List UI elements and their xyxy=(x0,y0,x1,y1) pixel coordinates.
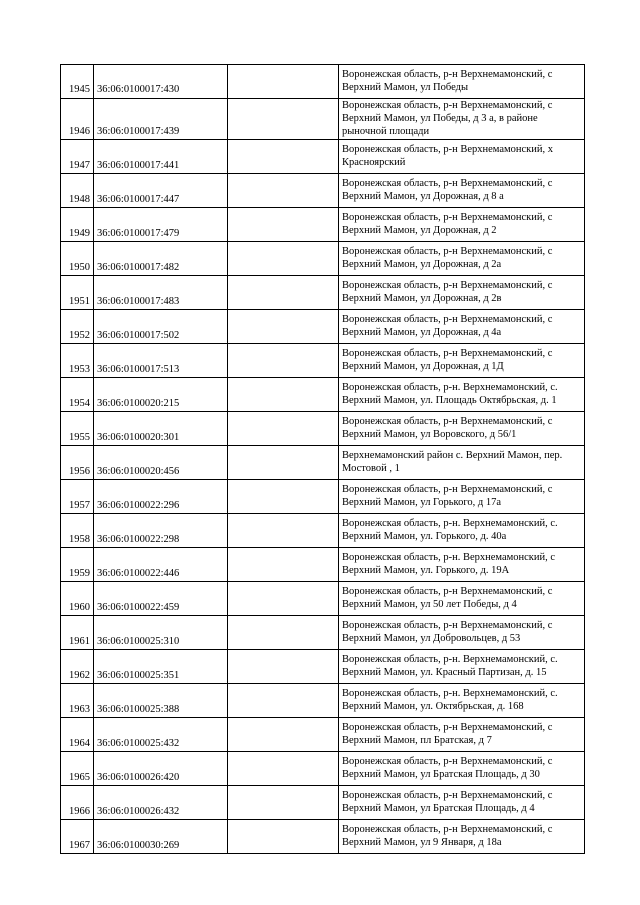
empty-cell xyxy=(228,140,339,174)
cadastral-number-cell: 36:06:0100026:432 xyxy=(94,786,228,820)
address-cell: Воронежская область, р-н Верхнемамонский, с Верхний Мамон, ул 50 лет Победы, д 4 xyxy=(339,582,585,616)
row-number-cell: 1947 xyxy=(61,140,94,174)
cadastral-number-cell: 36:06:0100026:420 xyxy=(94,752,228,786)
row-number-cell: 1949 xyxy=(61,208,94,242)
cadastral-number-cell: 36:06:0100030:269 xyxy=(94,820,228,854)
table-row xyxy=(61,650,585,684)
cadastral-number-cell: 36:06:0100020:301 xyxy=(94,412,228,446)
empty-cell xyxy=(228,412,339,446)
address-cell: Воронежская область, р-н Верхнемамонский, с Верхний Мамон, ул 9 Января, д 18а xyxy=(339,820,585,854)
cadastral-number-cell: 36:06:0100022:459 xyxy=(94,582,228,616)
cadastral-number-cell: 36:06:0100025:351 xyxy=(94,650,228,684)
row-number-cell: 1953 xyxy=(61,344,94,378)
row-number-cell: 1965 xyxy=(61,752,94,786)
table-row xyxy=(61,548,585,582)
row-number-cell: 1952 xyxy=(61,310,94,344)
empty-cell xyxy=(228,276,339,310)
address-cell: Воронежская область, р-н. Верхнемамонский, с. Верхний Мамон, ул. Октябрьская, д. 168 xyxy=(339,684,585,718)
address-cell: Воронежская область, р-н. Верхнемамонский, с. Верхний Мамон, ул. Горького, д. 40а xyxy=(339,514,585,548)
address-cell: Воронежская область, р-н Верхнемамонский, с Верхний Мамон, ул Дорожная, д 2в xyxy=(339,276,585,310)
table-row xyxy=(61,752,585,786)
cadastral-number-cell: 36:06:0100022:446 xyxy=(94,548,228,582)
cadastral-number-cell: 36:06:0100025:310 xyxy=(94,616,228,650)
row-number-cell: 1957 xyxy=(61,480,94,514)
table-row xyxy=(61,514,585,548)
address-cell: Воронежская область, р-н Верхнемамонский, с Верхний Мамон, ул Дорожная, д 2 xyxy=(339,208,585,242)
empty-cell xyxy=(228,480,339,514)
table-row xyxy=(61,208,585,242)
row-number-cell: 1961 xyxy=(61,616,94,650)
table-row xyxy=(61,378,585,412)
empty-cell xyxy=(228,65,339,99)
row-number-cell: 1950 xyxy=(61,242,94,276)
table-row xyxy=(61,99,585,140)
table-row xyxy=(61,412,585,446)
table-row xyxy=(61,242,585,276)
cadastral-table-body xyxy=(61,65,585,854)
table-row xyxy=(61,820,585,854)
row-number-cell: 1945 xyxy=(61,65,94,99)
empty-cell xyxy=(228,344,339,378)
empty-cell xyxy=(228,514,339,548)
cadastral-number-cell: 36:06:0100017:430 xyxy=(94,65,228,99)
empty-cell xyxy=(228,582,339,616)
cadastral-number-cell: 36:06:0100017:439 xyxy=(94,99,228,140)
cadastral-number-cell: 36:06:0100017:513 xyxy=(94,344,228,378)
address-cell: Воронежская область, р-н Верхнемамонский, с Верхний Мамон, ул Дорожная, д 2а xyxy=(339,242,585,276)
address-cell: Воронежская область, р-н Верхнемамонский, с Верхний Мамон, ул Братская Площадь, д 4 xyxy=(339,786,585,820)
table-row xyxy=(61,616,585,650)
cadastral-number-cell: 36:06:0100020:456 xyxy=(94,446,228,480)
row-number-cell: 1964 xyxy=(61,718,94,752)
address-cell: Воронежская область, р-н. Верхнемамонский, с. Верхний Мамон, ул. Красный Партизан, д. 15 xyxy=(339,650,585,684)
empty-cell xyxy=(228,310,339,344)
row-number-cell: 1962 xyxy=(61,650,94,684)
row-number-cell: 1948 xyxy=(61,174,94,208)
empty-cell xyxy=(228,548,339,582)
cadastral-number-cell: 36:06:0100017:502 xyxy=(94,310,228,344)
address-cell: Воронежская область, р-н Верхнемамонский, с Верхний Мамон, ул Победы xyxy=(339,65,585,99)
cadastral-number-cell: 36:06:0100020:215 xyxy=(94,378,228,412)
row-number-cell: 1954 xyxy=(61,378,94,412)
table-row xyxy=(61,446,585,480)
cadastral-number-cell: 36:06:0100025:432 xyxy=(94,718,228,752)
row-number-cell: 1963 xyxy=(61,684,94,718)
table-row xyxy=(61,684,585,718)
empty-cell xyxy=(228,99,339,140)
empty-cell xyxy=(228,786,339,820)
row-number-cell: 1951 xyxy=(61,276,94,310)
address-cell: Воронежская область, р-н Верхнемамонский, с Верхний Мамон, ул Дорожная, д 1Д xyxy=(339,344,585,378)
row-number-cell: 1955 xyxy=(61,412,94,446)
empty-cell xyxy=(228,616,339,650)
cadastral-table xyxy=(60,64,585,854)
empty-cell xyxy=(228,446,339,480)
empty-cell xyxy=(228,208,339,242)
address-cell: Воронежская область, р-н Верхнемамонский, с Верхний Мамон, ул Горького, д 17а xyxy=(339,480,585,514)
table-row xyxy=(61,480,585,514)
table-row xyxy=(61,718,585,752)
empty-cell xyxy=(228,684,339,718)
empty-cell xyxy=(228,174,339,208)
cadastral-number-cell: 36:06:0100017:441 xyxy=(94,140,228,174)
table-row xyxy=(61,276,585,310)
table-row xyxy=(61,65,585,99)
empty-cell xyxy=(228,752,339,786)
row-number-cell: 1966 xyxy=(61,786,94,820)
address-cell: Верхнемамонский район с. Верхний Мамон, пер. Мостовой , 1 xyxy=(339,446,585,480)
empty-cell xyxy=(228,650,339,684)
cadastral-number-cell: 36:06:0100017:482 xyxy=(94,242,228,276)
row-number-cell: 1946 xyxy=(61,99,94,140)
address-cell: Воронежская область, р-н. Верхнемамонский, с Верхний Мамон, ул. Горького, д. 19А xyxy=(339,548,585,582)
table-row xyxy=(61,310,585,344)
table-row xyxy=(61,582,585,616)
address-cell: Воронежская область, р-н Верхнемамонский, с Верхний Мамон, ул Дорожная, д 4а xyxy=(339,310,585,344)
row-number-cell: 1956 xyxy=(61,446,94,480)
cadastral-number-cell: 36:06:0100022:296 xyxy=(94,480,228,514)
address-cell: Воронежская область, р-н Верхнемамонский, с Верхний Мамон, ул Дорожная, д 8 а xyxy=(339,174,585,208)
empty-cell xyxy=(228,820,339,854)
table-row xyxy=(61,140,585,174)
table-row xyxy=(61,174,585,208)
cadastral-number-cell: 36:06:0100022:298 xyxy=(94,514,228,548)
empty-cell xyxy=(228,242,339,276)
empty-cell xyxy=(228,718,339,752)
address-cell: Воронежская область, р-н Верхнемамонский, с Верхний Мамон, ул Добровольцев, д 53 xyxy=(339,616,585,650)
cadastral-number-cell: 36:06:0100017:483 xyxy=(94,276,228,310)
cadastral-number-cell: 36:06:0100025:388 xyxy=(94,684,228,718)
address-cell: Воронежская область, р-н Верхнемамонский, с Верхний Мамон, ул Победы, д 3 а, в районе рыночной площади xyxy=(339,99,585,140)
row-number-cell: 1958 xyxy=(61,514,94,548)
address-cell: Воронежская область, р-н. Верхнемамонский, с. Верхний Мамон, ул. Площадь Октябрьская, д. 1 xyxy=(339,378,585,412)
row-number-cell: 1967 xyxy=(61,820,94,854)
row-number-cell: 1960 xyxy=(61,582,94,616)
table-row xyxy=(61,786,585,820)
cadastral-number-cell: 36:06:0100017:447 xyxy=(94,174,228,208)
empty-cell xyxy=(228,378,339,412)
row-number-cell: 1959 xyxy=(61,548,94,582)
address-cell: Воронежская область, р-н Верхнемамонский, х Красноярский xyxy=(339,140,585,174)
address-cell: Воронежская область, р-н Верхнемамонский, с Верхний Мамон, ул Братская Площадь, д 30 xyxy=(339,752,585,786)
table-row xyxy=(61,344,585,378)
address-cell: Воронежская область, р-н Верхнемамонский, с Верхний Мамон, пл Братская, д 7 xyxy=(339,718,585,752)
address-cell: Воронежская область, р-н Верхнемамонский, с Верхний Мамон, ул Воровского, д 56/1 xyxy=(339,412,585,446)
cadastral-number-cell: 36:06:0100017:479 xyxy=(94,208,228,242)
